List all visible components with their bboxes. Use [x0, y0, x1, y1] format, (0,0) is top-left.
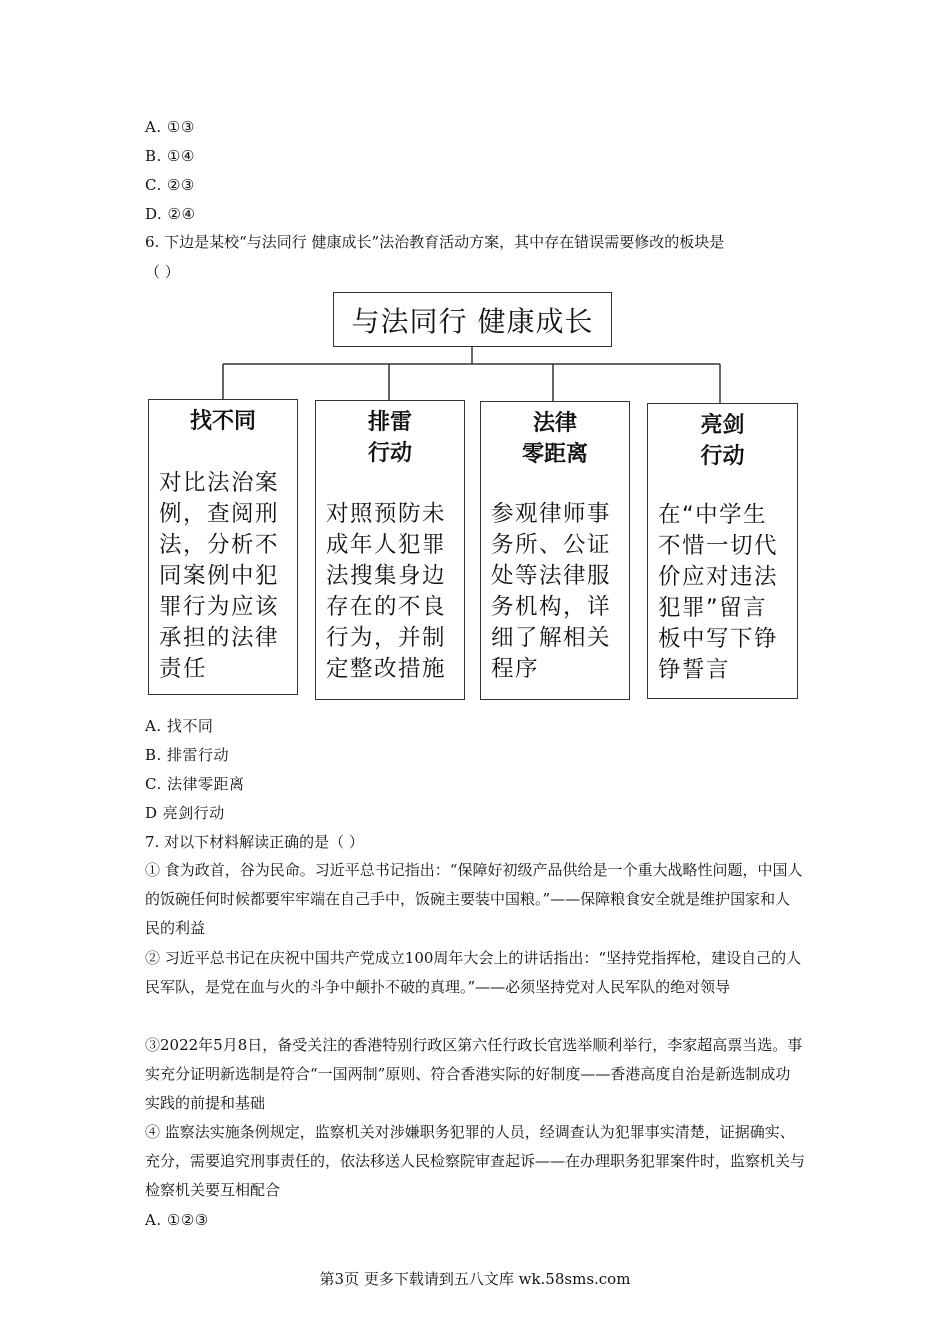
- page-footer: 第3页 更多下载请到五八文库 wk.58sms.com: [319, 1270, 631, 1288]
- q6-stem: 6. 下边是某校“与法同行 健康成长”法治教育活动方案，其中存在错误需要修改的板块是: [145, 233, 725, 251]
- q5-option-a: A. ①③: [145, 118, 195, 136]
- column-3-heading: 法律 零距离: [521, 411, 588, 467]
- q6-answer-paren: （ ）: [145, 263, 180, 281]
- q5-option-d: D. ②④: [145, 205, 196, 223]
- diagram-column-4: [647, 403, 798, 699]
- diagram-title: 与法同行 健康成长: [333, 292, 612, 347]
- diagram-column-1: [148, 399, 298, 695]
- q7-item-1: ① 食为政首，谷为民命。习近平总书记指出：“保障好初级产品供给是一个重大战略性问题，中国人的饭碗任何时候都要牢牢端在自己手中，饭碗主要装中国粮。”——保障粮食安全就是维护国家和人民的利益: [145, 861, 803, 937]
- column-4-body: 在“中学生不惜一切代价应对违法犯罪”留言板中写下铮铮誓言: [658, 502, 779, 683]
- q6-option-a: A. 找不同: [145, 717, 214, 735]
- column-2-heading: 排雷 行动: [367, 410, 412, 466]
- q7-stem: 7. 对以下材料解读正确的是（ ）: [145, 833, 364, 851]
- diagram-column-2: [315, 400, 465, 700]
- column-4-heading: 亮剑 行动: [700, 413, 745, 469]
- column-3-body: 参观律师事务所、公证处等法律服务机构，详细了解相关程序: [491, 501, 612, 682]
- q7-option-a: A. ①②③: [145, 1211, 209, 1229]
- q6-option-b: B. 排雷行动: [145, 746, 230, 764]
- q5-option-b: B. ①④: [145, 147, 195, 165]
- q5-option-c: C. ②③: [145, 176, 195, 194]
- column-1-body: 对比法治案例，查阅刑法，分析不同案例中犯罪行为应该承担的法律责任: [159, 470, 280, 682]
- column-2-body: 对照预防未成年人犯罪法搜集身边存在的不良行为，并制定整改措施: [326, 501, 447, 682]
- q6-option-c: C. 法律零距离: [145, 775, 245, 793]
- column-1-heading: 找不同: [189, 409, 256, 434]
- q7-item-3: ③2022年5月8日，备受关注的香港特别行政区第六任行政长官选举顺利举行，李家超高票当选。事实充分证明新选制是符合“一国两制”原则、符合香港实际的好制度——香港高度自治是新选制成功实践的前提和基础: [145, 1036, 803, 1112]
- q7-item-2: ② 习近平总书记在庆祝中国共产党成立100周年大会上的讲话指出：“坚持党指挥枪，建设自己的人民军队，是党在血与火的斗争中颠扑不破的真理。”——必须坚持党对人民军队的绝对领导: [145, 949, 802, 996]
- diagram-column-3: [480, 401, 630, 700]
- q7-item-4: ④ 监察法实施条例规定，监察机关对涉嫌职务犯罪的人员，经调查认为犯罪事实清楚，证据确实、充分，需要追究刑事责任的，依法移送人民检察院审查起诉——在办理职务犯罪案件时，监察机关与检察机关要互相配合: [145, 1123, 806, 1199]
- q6-option-d: D 亮剑行动: [145, 804, 225, 822]
